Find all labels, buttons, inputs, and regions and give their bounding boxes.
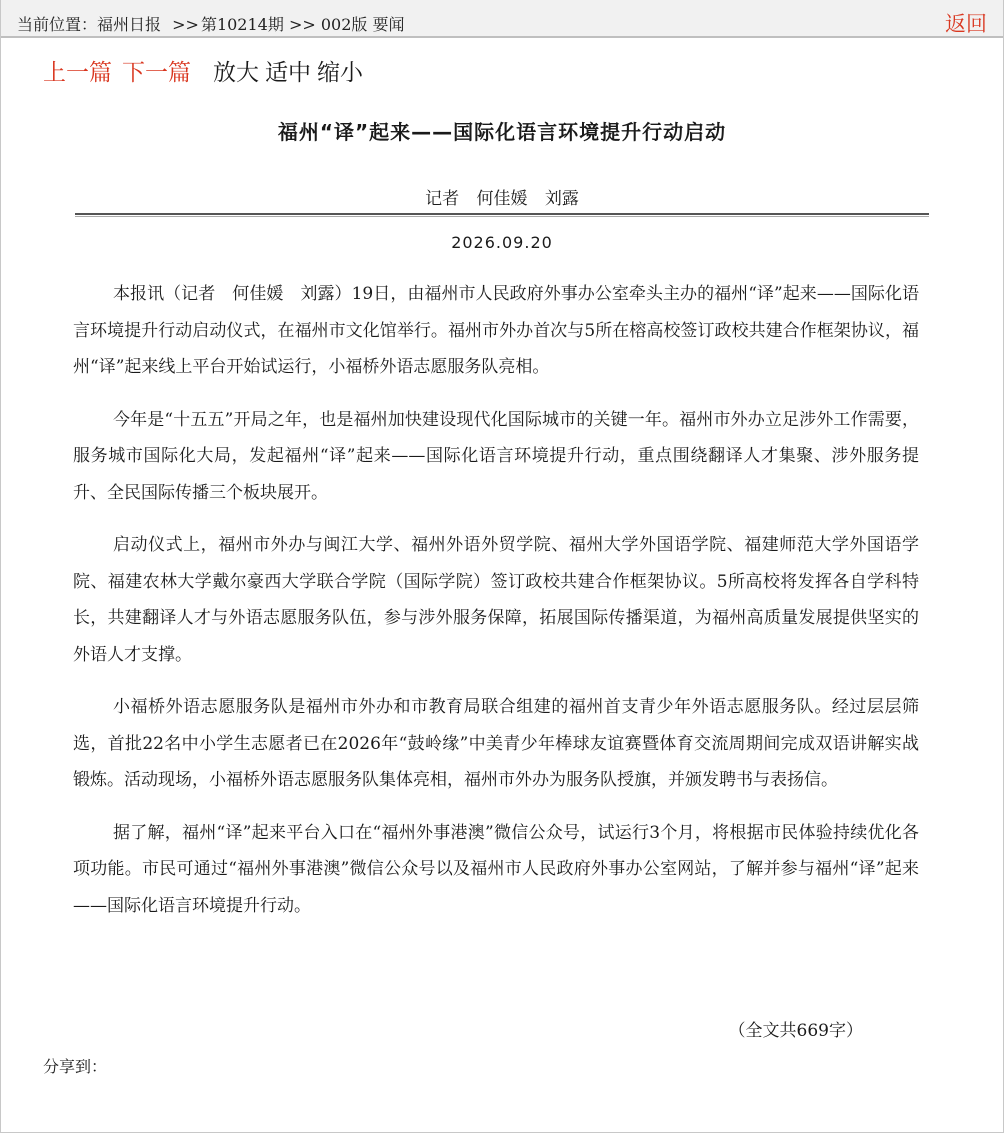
prev-article-link[interactable]: 上一篇 xyxy=(43,60,112,86)
article-toolbar xyxy=(43,54,369,87)
article-title: 福州“译”起来——国际化语言环境提升行动启动 xyxy=(277,120,727,144)
breadcrumb-issue-link[interactable]: 第10214期 xyxy=(200,15,284,34)
title-divider xyxy=(75,213,929,215)
back-link[interactable]: 返回 xyxy=(945,12,987,36)
article-paragraph: 据了解，福州“译”起来平台入口在“福州外事港澳”微信公众号，试运行3个月，将根据市民体验持续优化各项功能。市民可通过“福州外事港澳”微信公众号以及福州市人民政府外事办公室网站，了解并参与福州“译”起来——国际化语言环境提升行动。 xyxy=(73,822,919,916)
share-label: 分享到： xyxy=(43,1057,108,1076)
article-paragraph: 本报讯（记者 何佳媛 刘露）19日，由福州市人民政府外事办公室牵头主办的福州“译”起来——国际化语言环境提升行动启动仪式，在福州市文化馆举行。福州市外办首次与5所在榕高校签订政校共建合作框架协议，福州“译”起来线上平台开始试运行，小福桥外语志愿服务队亮相。 xyxy=(73,284,919,377)
article-paragraph: 今年是“十五五”开局之年，也是福州加快建设现代化国际城市的关键一年。福州市外办立足涉外工作需要，服务城市国际化大局，发起福州“译”起来——国际化语言环境提升行动，重点围绕翻译人才集聚、涉外服务提升、全民国际传播三个板块展开。 xyxy=(73,409,919,503)
breadcrumb-page-link[interactable]: 002版 要闻 xyxy=(320,15,405,34)
article-date: 2026.09.20 xyxy=(451,233,553,252)
next-article-link[interactable]: 下一篇 xyxy=(122,60,191,86)
zoom-in-link[interactable]: 放大 xyxy=(213,60,259,86)
location-bar xyxy=(1,0,1003,38)
breadcrumb xyxy=(17,12,404,35)
title-divider-shadow xyxy=(75,216,929,217)
article-paragraph: 启动仪式上，福州市外办与闽江大学、福州外语外贸学院、福州大学外国语学院、福建师范大学外国语学院、福建农林大学戴尔豪西大学联合学院（国际学院）签订政校共建合作框架协议。5所高校将发挥各自学科特长，共建翻译人才与外语志愿服务队伍，参与涉外服务保障，拓展国际传播渠道，为福州高质量发展提供坚实的外语人才支撑。 xyxy=(73,535,919,665)
article-byline: 记者 何佳媛 刘露 xyxy=(425,189,579,209)
breadcrumb-separator: >> xyxy=(172,15,199,34)
word-count: （全文共669字） xyxy=(728,1021,863,1041)
zoom-fit-link[interactable]: 适中 xyxy=(265,60,311,86)
article-paragraph: 小福桥外语志愿服务队是福州市外办和市教育局联合组建的福州首支青少年外语志愿服务队。经过层层筛选，首批22名中小学生志愿者已在2026年“鼓岭缘”中美青少年棒球友谊赛暨体育交流周期间完成双语讲解实战锻炼。活动现场，小福桥外语志愿服务队集体亮相，福州市外办为服务队授旗，并颁发聘书与表扬信。 xyxy=(73,697,919,790)
zoom-out-link[interactable]: 缩小 xyxy=(317,60,363,86)
breadcrumb-separator: >> xyxy=(288,15,316,34)
breadcrumb-site-link[interactable]: 福州日报 xyxy=(97,15,162,34)
article-body xyxy=(73,276,919,940)
breadcrumb-prefix: 当前位置： xyxy=(17,15,98,34)
